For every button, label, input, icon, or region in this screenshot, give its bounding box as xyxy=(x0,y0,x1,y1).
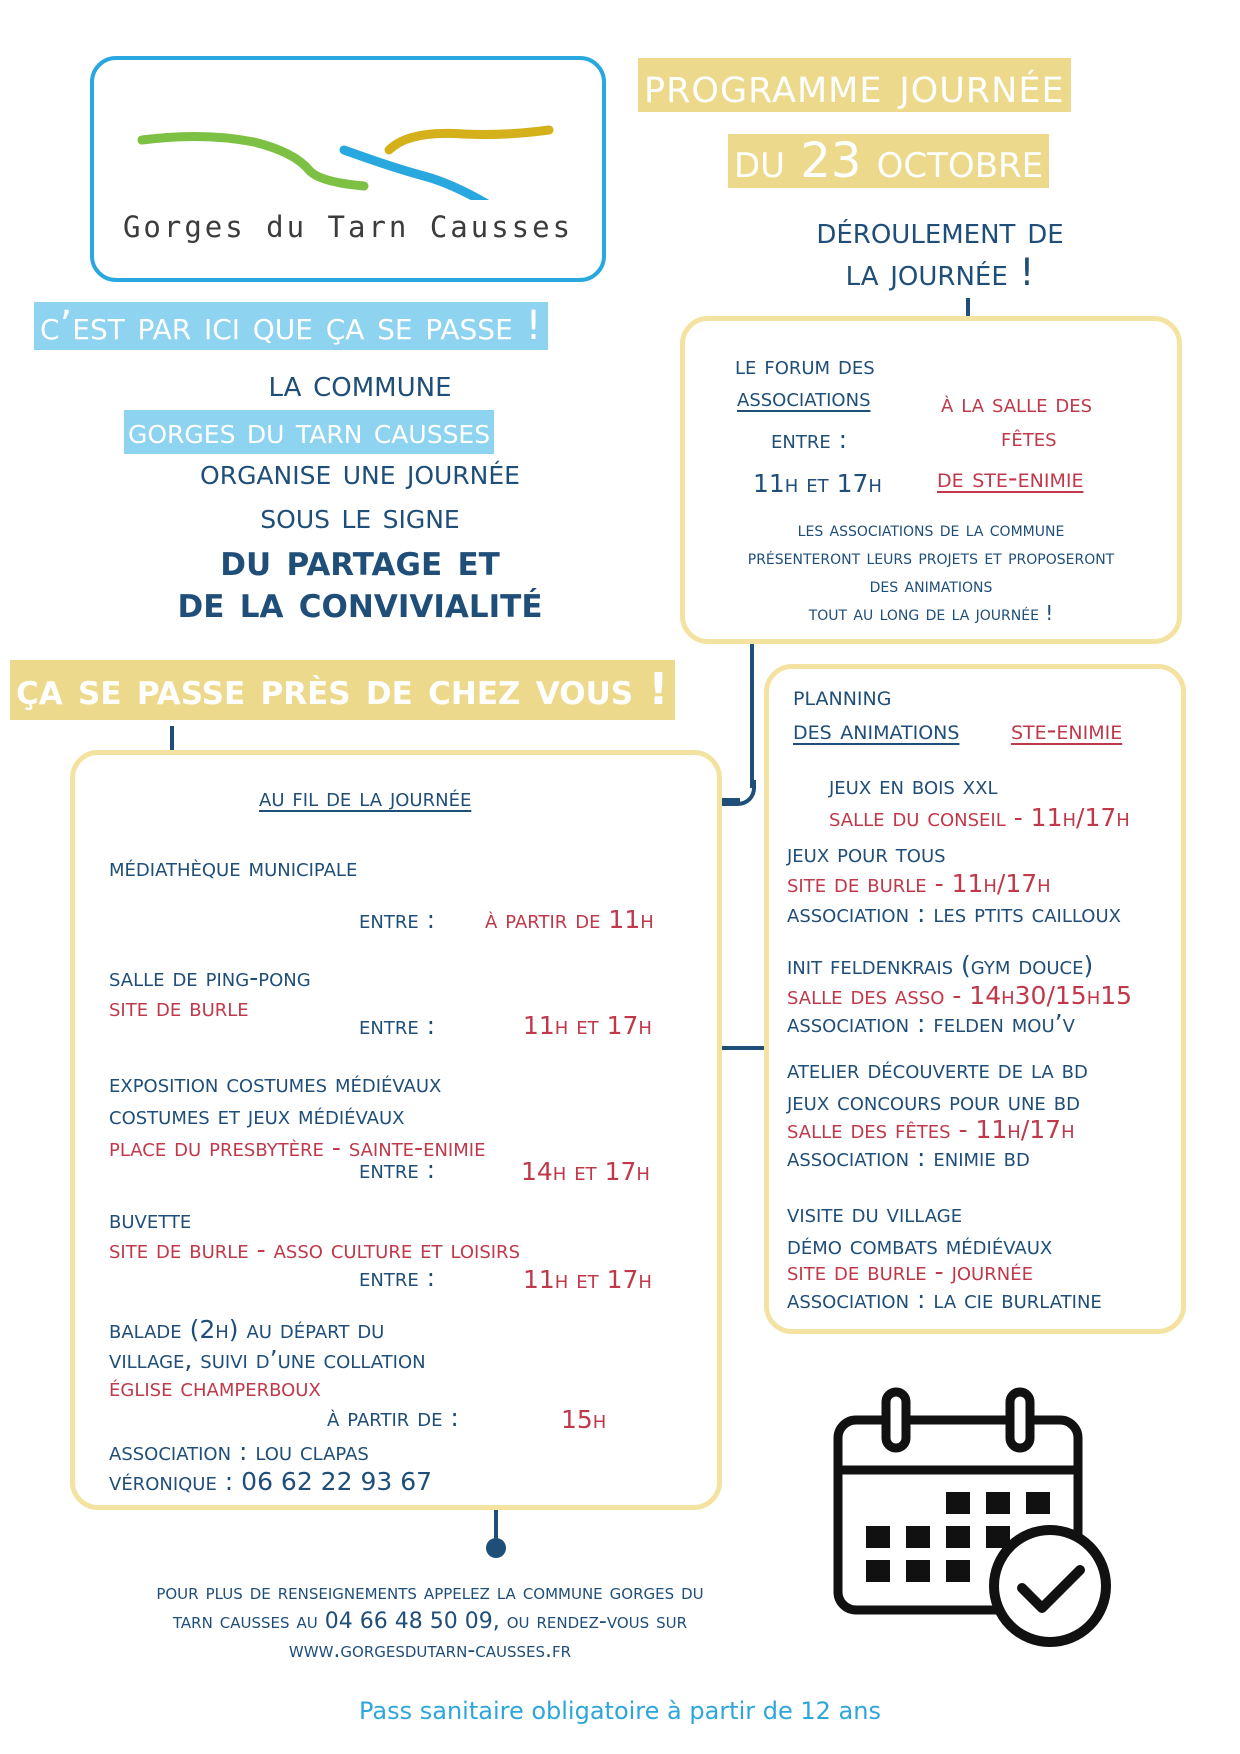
forum-desc-line4: tout au long de la journée ! xyxy=(808,601,1054,625)
footer-line2: tarn causses au 04 66 48 50 09, ou rendez-vous sur xyxy=(172,1609,688,1634)
schedule-item-name: buvette xyxy=(109,1205,192,1234)
forum-entre-label: entre : xyxy=(771,425,848,454)
forum-place-line1: à la salle des xyxy=(941,389,1093,418)
subtitle-line2: la journée ! xyxy=(845,251,1035,294)
schedule-item-name2: village, suivi d’une collation xyxy=(109,1345,426,1374)
intro-line5: du partage et xyxy=(220,535,500,586)
intro-line2: gorges du tarn causses xyxy=(124,410,494,454)
planning-item-assoc: association : enimie bd xyxy=(787,1143,1030,1172)
schedule-item-label: entre : xyxy=(359,1155,436,1184)
page-title-line2: du 23 octobre xyxy=(728,134,1049,188)
subtitle-line1: déroulement de xyxy=(816,209,1064,252)
planning-title-line2: des animations xyxy=(793,715,960,746)
planning-item-name2: jeux concours pour une bd xyxy=(787,1087,1080,1116)
schedule-item-name: médiathèque municipale xyxy=(109,853,358,882)
planning-title-line1: planning xyxy=(793,681,892,712)
planning-title-place: ste-enimie xyxy=(1011,715,1123,746)
connector-dot xyxy=(486,1538,506,1558)
schedule-box xyxy=(70,750,722,1510)
nearby-banner: ça se passe près de chez vous ! xyxy=(10,660,675,720)
forum-place-line3: de ste-enimie xyxy=(937,463,1084,494)
planning-item-place: site de burle - journée xyxy=(787,1257,1033,1286)
planning-item-place: salle des fêtes - 11h/17h xyxy=(787,1115,1075,1144)
forum-place-line2: fêtes xyxy=(1001,423,1057,452)
planning-item-place: salle du conseil - 11h/17h xyxy=(829,803,1130,832)
schedule-item-time: 11h et 17h xyxy=(523,1011,652,1040)
schedule-item-name: exposition costumes médiévaux xyxy=(109,1069,442,1098)
planning-item-assoc: association : felden mou’v xyxy=(787,1009,1075,1038)
intro-line1: la commune xyxy=(268,362,452,405)
planning-item-name2: démo combats médiévaux xyxy=(787,1231,1053,1260)
forum-desc-line2: présenteront leurs projets et proposeront xyxy=(747,545,1115,569)
schedule-item-label: entre : xyxy=(359,905,436,934)
schedule-item-name: salle de ping-pong xyxy=(109,963,311,992)
connector-line xyxy=(750,632,754,788)
planning-item-assoc: association : la cie burlatine xyxy=(787,1285,1102,1314)
forum-title-line2: associations xyxy=(737,383,871,412)
calendar-check-icon xyxy=(826,1380,1126,1660)
planning-item-name: jeux pour tous xyxy=(787,839,946,868)
logo-box xyxy=(90,56,606,282)
planning-item-name: atelier découverte de la bd xyxy=(787,1055,1088,1084)
schedule-item-place: site de burle - asso culture et loisirs xyxy=(109,1235,520,1264)
planning-box xyxy=(764,664,1186,1334)
planning-item-name: jeux en bois xxl xyxy=(829,771,998,800)
planning-item-place: salle des asso - 14h30/15h15 xyxy=(787,981,1133,1010)
forum-hours: 11h et 17h xyxy=(753,469,882,498)
footer-line1: pour plus de renseignements appelez la commune gorges du xyxy=(156,1580,704,1605)
forum-title-line1: le forum des xyxy=(735,351,875,380)
intro-line6: de la convivialité xyxy=(177,577,543,628)
planning-item-name: visite du village xyxy=(787,1199,963,1228)
schedule-item-place: site de burle xyxy=(109,993,249,1022)
schedule-item-assoc: association : lou clapas xyxy=(109,1437,369,1466)
intro-banner: c’est par ici que ça se passe ! xyxy=(34,302,548,350)
schedule-item-time: 15h xyxy=(561,1405,607,1434)
forum-desc-line1: les associations de la commune xyxy=(797,517,1065,541)
schedule-title: au fil de la journée xyxy=(259,783,472,812)
schedule-item-label: entre : xyxy=(359,1011,436,1040)
planning-item-assoc: association : les ptits cailloux xyxy=(787,899,1121,928)
schedule-item-name: balade (2h) au départ du xyxy=(109,1315,385,1344)
planning-item-name: init feldenkrais (gym douce) xyxy=(787,951,1094,980)
logo-text: Gorges du Tarn Causses xyxy=(122,210,574,244)
schedule-item-label: entre : xyxy=(359,1263,436,1292)
schedule-item-time: à partir de 11h xyxy=(485,905,654,934)
schedule-item-time: 14h et 17h xyxy=(521,1157,650,1186)
forum-desc-line3: des animations xyxy=(869,573,993,597)
schedule-item-place: église champerboux xyxy=(109,1373,321,1402)
schedule-item-time: 11h et 17h xyxy=(523,1265,652,1294)
schedule-item-label: à partir de : xyxy=(327,1403,459,1432)
river-logo xyxy=(134,90,564,200)
planning-item-place: site de burle - 11h/17h xyxy=(787,869,1051,898)
footer-website-link[interactable]: www.gorgesdutarn-causses.fr xyxy=(288,1638,572,1663)
footer-info xyxy=(70,1578,790,1665)
page-title-line1: programme journée xyxy=(638,58,1071,112)
schedule-item-contact: véronique : 06 62 22 93 67 xyxy=(109,1467,433,1496)
schedule-item-name2: costumes et jeux médiévaux xyxy=(109,1101,405,1130)
schedule-item-place: place du presbytère - sainte-enimie xyxy=(109,1133,486,1162)
connector-corner xyxy=(718,780,756,806)
forum-box xyxy=(680,316,1182,644)
intro-line4: sous le signe xyxy=(260,496,460,537)
intro-line3: organise une journée xyxy=(200,452,520,493)
pass-sanitaire-note: Pass sanitaire obligatoire à partir de 12 ans xyxy=(359,1697,881,1725)
